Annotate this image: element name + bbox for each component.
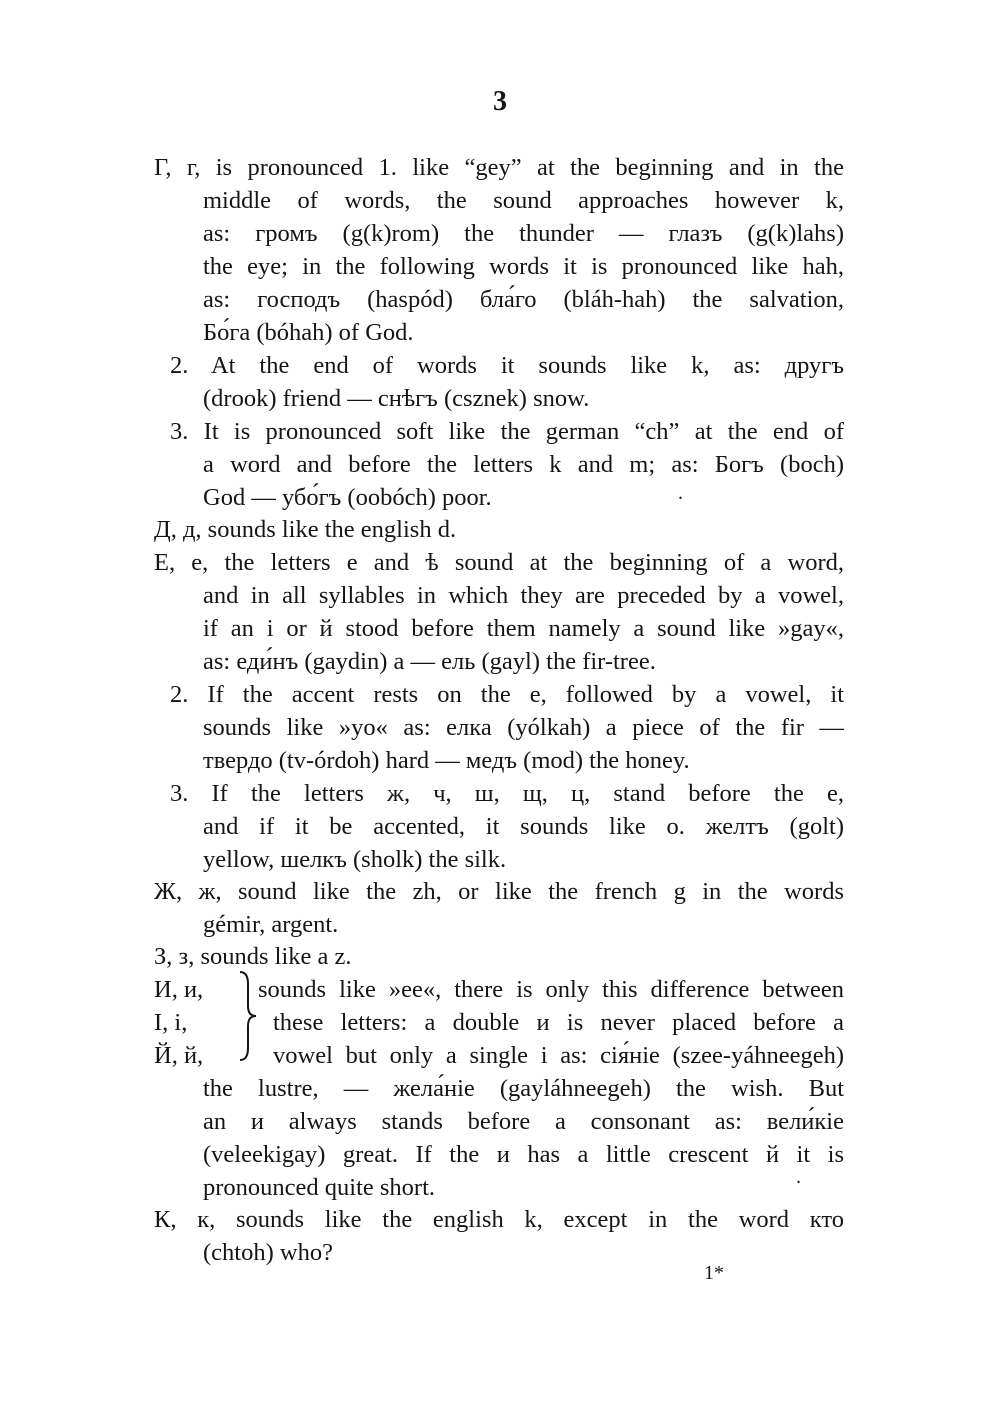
stray-dot: . [678,482,683,504]
entry-e-point-2-cont: sounds like »yo« as: елка (yólkah) a piece of the fir — [203,714,844,741]
entry-e-line-2: and in all syllables in which they are preceded by a vowel, [203,582,844,609]
entry-k-line-1: К, к, sounds like the english k, except in the word кто [154,1206,844,1233]
entry-g-point-3-cont: a word and before the letters k and m; as: Богъ (boch) [203,451,844,478]
entry-g-line-2: middle of words, the sound approaches however k, [203,187,844,214]
entry-g-line-4: the eye; in the following words it is pronounced like hah, [203,253,844,280]
page-number: 3 [493,86,507,117]
entry-i-line-1: sounds like »ee«, there is only this difference between [258,976,844,1003]
entry-e-line-3: if an і or й stood before them namely a sound like »gay«, [203,615,844,642]
letter-i-dotted-label: І, і, [154,1009,188,1036]
entry-g-line-3: as: громъ (g(k)rom) the thunder — глазъ (g(k)lahs) [203,220,844,247]
printer-signature-mark: 1* [704,1262,724,1284]
entry-zh-line-2: gémir, argent. [203,911,339,938]
letter-short-i-label: Й, й, [154,1042,204,1069]
entry-i-line-6: (veleekigay) great. If the и has a little crescent й it is [203,1141,844,1168]
entry-i-line-4: the lustre, — жела́ніе (gayláhneegeh) the wish. But [203,1075,844,1102]
entry-e-line-4: as: еди́нъ (gaydin) a — ель (gayl) the fir-tree. [203,648,656,675]
entry-g-point-3: 3. It is pronounced soft like the german “ch” at the end of [170,418,844,445]
entry-g-line-5: as: господъ (haspód) бла́го (bláh-hah) the salvation, [203,286,844,313]
entry-g-line-6: Бо́га (bóhah) of God. [203,319,414,346]
entry-g-point-2: 2. At the end of words it sounds like k, as: другъ [170,352,844,379]
entry-g-line-1: Г, г, is pronounced 1. like “gey” at the beginning and in the [154,154,844,181]
entry-e-point-3-end: yellow, шелкъ (sholk) the silk. [203,846,507,873]
entry-i-line-5: an и always stands before a consonant as: вели́кіе [203,1108,844,1135]
entry-e-point-2-end: твердо (tv-órdoh) hard — медъ (mod) the honey. [203,747,690,774]
letter-i-label: И, и, [154,976,204,1003]
entry-i-line-2: these letters: a double и is never placed before a [273,1009,844,1036]
entry-zh-line-1: Ж, ж, sound like the zh, or like the french g in the words [154,878,844,905]
entry-d-line-1: Д, д, sounds like the english d. [154,516,457,543]
stray-dot-2: . [796,1166,801,1188]
entry-e-point-3-cont: and if it be accented, it sounds like о. желтъ (golt) [203,813,844,840]
curly-brace-icon [236,968,258,1064]
entry-g-point-2-cont: (drook) friend — снѣгъ (csznek) snow. [203,385,590,412]
entry-z-line-1: З, з, sounds like a z. [154,943,352,970]
entry-i-line-7: pronounced quite short. [203,1174,436,1201]
entry-e-point-2: 2. If the accent rests on the e, followed by a vowel, it [170,681,844,708]
entry-k-line-2: (chtoh) who? [203,1239,333,1266]
entry-e-line-1: Е, е, the letters е and ѣ sound at the beginning of a word, [154,549,844,576]
entry-i-line-3: vowel but only a single і as: сія́ніе (szee-yáhneegeh) [273,1042,844,1069]
entry-e-point-3: 3. If the letters ж, ч, ш, щ, ц, stand before the e, [170,780,844,807]
entry-g-point-3-end: God — убо́гъ (oobóch) poor. [203,484,492,511]
